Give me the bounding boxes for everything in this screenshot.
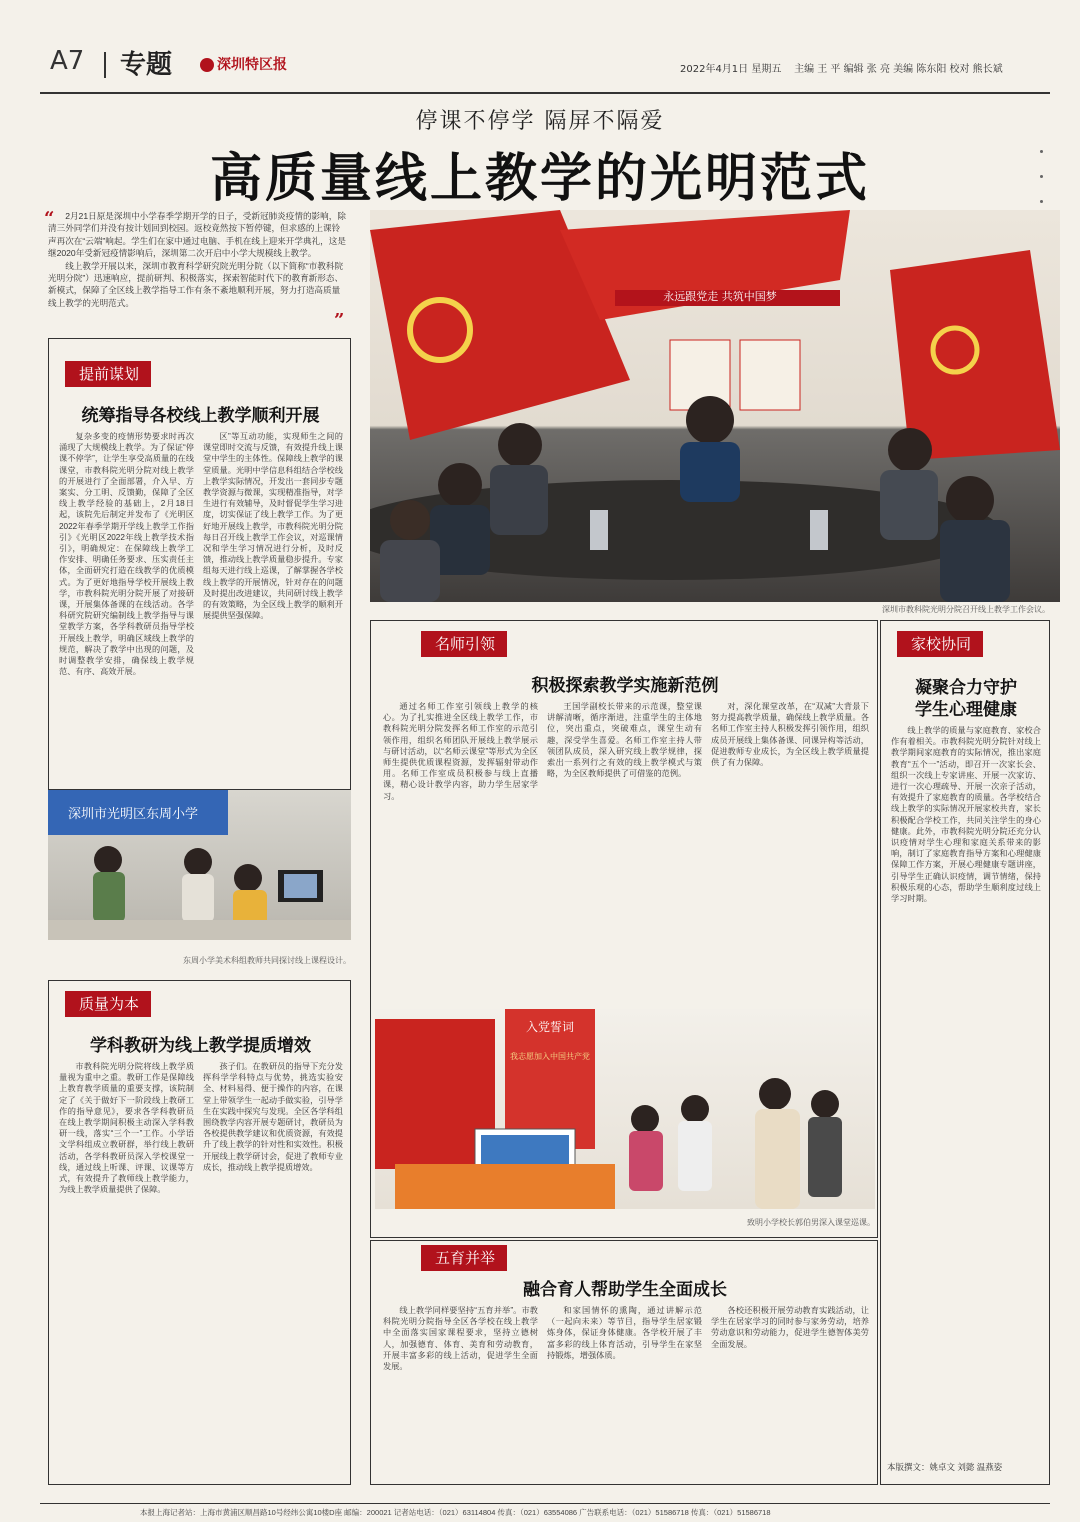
section-famous-title: 积极探索教学实施新范例 <box>531 676 719 696</box>
byline: 本版撰文：姚卓文 刘懿 温燕姿 <box>887 1462 1003 1472</box>
teachers-scene <box>48 790 351 940</box>
section-five-badge: 五育并举 <box>421 1245 507 1271</box>
section-quality-badge: 质量为本 <box>65 991 151 1017</box>
quote-open-icon: “ <box>44 208 55 229</box>
section-famous-col3: 对，深化课堂改革，在“双减”大背景下努力提高教学质量，确保线上教学质量。各名师工作室主持人积极发挥引领作用，组织成员开展线上集体备课、同课异构等活动，促进教师专业成长，为全区线上教学质量提供了有力保障。 <box>711 702 869 768</box>
meeting-scene <box>370 210 1060 602</box>
section-famous-photo-caption: 致明小学校长郭伯男深入课堂巡课。 <box>747 1218 875 1227</box>
section-home-title-line2: 学生心理健康 <box>915 700 1017 720</box>
kicker: 停课不停学 隔屏不隔爱 <box>415 109 665 134</box>
section-five-col1: 线上教学同样要坚持“五育并举”。市教科院光明分院指导全区各学校在线上教学中全面落实国家课程要求，坚持立德树人，加强德育、体育、美育和劳动教育，开展丰富多彩的线上活动，促进学生全面发展。 <box>383 1306 538 1372</box>
section-plan-badge: 提前谋划 <box>65 361 151 387</box>
main-photo-caption: 深圳市教科院光明分院召开线上教学工作会议。 <box>882 605 1050 614</box>
lead-p1: 2月21日原是深圳中小学春季学期开学的日子，受新冠肺炎疫情的影响，除清三外同学们并没有按计划回到校园。返校竟然按下暂停键，但求感的上课铃声再次在“云端”响起。学生们在家中通过电脑、手机在线上迎来开学典礼，这是继2020年受新冠疫情影响后，深圳第二次开启中小学大规模线上教学。 <box>48 211 346 259</box>
section-five-col2: 和家国情怀的熏陶，通过讲解示范（一起向未来）等节目，指导学生居家锻炼身体，保证身体健康。各学校开展了丰富多彩的线上体育活动，引导学生在家坚持锻炼，增强体质。 <box>547 1306 702 1360</box>
section-famous-teachers <box>370 620 878 1238</box>
section-famous-badge: 名师引领 <box>421 631 507 657</box>
section-home-title-line1: 凝聚合力守护 <box>915 678 1017 698</box>
section-plan-photo <box>48 790 351 940</box>
section-name: 专题 <box>120 50 173 80</box>
section-quality <box>48 980 351 1485</box>
section-five-title: 融合育人帮助学生全面成长 <box>523 1280 727 1300</box>
quote-close-icon: ” <box>334 310 345 331</box>
section-famous-photo <box>375 1009 875 1209</box>
masthead-divider <box>104 52 106 78</box>
main-photo <box>370 210 1060 602</box>
paper-logo: 深圳特区报 <box>200 54 287 74</box>
section-home-school <box>880 620 1050 1485</box>
masthead-meta <box>680 60 1003 75</box>
date-line: 2022年4月1日 星期五 <box>680 64 782 75</box>
section-famous-col2: 王国学副校长带来的示范课，整堂课讲解清晰，循序渐进，注重学生的主体地位，突出重点，突破难点，课堂生动有趣，深受学生喜爱。名师工作室主持人带领团队成员，深入研究线上教学规律，探索出一系列行之有效的线上教学模式与策略，为全区教师提供了可借鉴的范例。 <box>547 702 702 779</box>
section-five-education <box>370 1240 878 1485</box>
svg-text:永远跟党走 共筑中国梦: 永远跟党走 共筑中国梦 <box>663 290 777 303</box>
section-five-col3: 各校还积极开展劳动教育实践活动，让学生在居家学习的同时参与家务劳动，培养劳动意识和劳动能力，促进学生德智体美劳全面发展。 <box>711 1306 869 1349</box>
section-plan-title: 统筹指导各校线上教学顺利开展 <box>81 406 320 426</box>
svg-text:深圳市光明区东周小学: 深圳市光明区东周小学 <box>68 807 199 822</box>
section-famous-col1: 通过名师工作室引领线上教学的核心。为了扎实推进全区线上教学工作，市教科院光明分院发挥名师工作室的示范引领作用，组织名师团队开展线上教学展示与研讨活动，以“名师云课堂”等形式为全区师生提供优质课程资源，发挥辐射带动作用。名师工作室成员积极参与线上直播课，精心设计教学内容，助力学生居家学习。 <box>383 702 538 801</box>
section-quality-title: 学科教研为线上教学提质增效 <box>90 1036 311 1056</box>
section-home-body: 线上教学的质量与家庭教育、家校合作有着相关。市教科院光明分院针对线上教学期间家庭教育的实际情况，推出家庭教育“五个一”活动，即召开一次家长会、组织一次线上专家讲座、开展一次家访、进行一次心理疏导、开展一次亲子活动，有效提升了家庭教育的质量。各学校结合线上教学的实际情况开展家校共育，家长积极配合学校工作，共同关注学生的身心健康。此外，市教科院光明分院还充分认识疫情对学生心理和家庭关系带来的影响，制订了家庭教育指导方案和心理健康保障工作方案，开展心理健康专题讲座，引导学生正确认识疫情，调节情绪，保持积极乐观的心态，帮助学生顺利度过线上学习时期。 <box>891 726 1041 904</box>
section-plan-col1: 复杂多变的疫情形势要求时再次涌现了大规模线上教学。为了保证“停课不停学”，让学生享受高质量的在线课堂，市教科院光明分院对线上教学的开展进行了全面部署，介入早、方案实、分工明、反馈勤，保障了全区线上教学经验的基础上，2月18日起，该院先后制定并发布了《光明区2022年春季学期开学线上教学工作指引》《光明区2022年线上教学技术指引》，明确规定：在保障线上教学工作安排、明确任务要求、压实责任主体，全面研究打造在线教学的优质模式。为了更好地指导学校开展线上教学，市教科院光明分院开展了对接研课，开展集体备课的在线活动。各学科研究院研究编制线上教学指导与课堂教学方案，各学科教研员指导学校开展线上教学，明确区域线上教学的规范，解决了教学中出现的问题，及时调整教学安排，确保线上教学规范、有序、高效开展。 <box>59 432 194 677</box>
section-quality-col1: 市教科院光明分院将线上教学质量视为重中之重。教研工作是保障线上教育教学质量的重要支撑，该院制定了《关于做好下一阶段线上教研工作的指导意见》，要求各学科教研员在线上教学期间积极主动深入学科教研一线，落实“三个一”工作。小学语文学科组成立教研群，举行线上教研活动，各学科教研员深入学校课堂一线，通过线上听课、评课、议课等方式，有效提升了教师线上教学能力，为线上教学质量提供了保障。 <box>59 1062 194 1195</box>
headline: 高质量线上教学的光明范式 <box>209 149 870 209</box>
section-plan <box>48 338 351 790</box>
lead-p2: 线上教学开展以来，深圳市教育科学研究院光明分院（以下简称“市教科院光明分院”）迅速响应，提前研判、积极落实，探索智能时代下的教育新形态、新模式，保障了全区线上教学指导工作有条不紊地顺利开展，努力打造高质量线上教学的光明范式。 <box>48 260 344 308</box>
section-plan-photo-caption: 东周小学美术科组教师共同探讨线上课程设计。 <box>183 956 351 965</box>
page-number: A7 <box>50 46 85 76</box>
svg-text:入党誓词: 入党誓词 <box>525 1020 575 1034</box>
footer: 本报上海记者站：上海市黄浦区顺昌路10号经纬公寓10楼D座 邮编：200021 记者站电话：（021）63114804 传真：（021）63554086 广告联系电话：（021）51586718 传真：（021）51586718 <box>40 1503 1050 1518</box>
svg-text:我志愿加入中国共产党: 我志愿加入中国共产党 <box>510 1052 590 1061</box>
classroom-scene <box>375 1009 875 1209</box>
section-plan-col2: 区”等互动功能，实现师生之间的课堂即时交流与反馈，有效提升线上课堂中学生的主体性。保障线上教学的课堂质量。光明中学信息科组结合学校线上教学实际情况，开发出一套同步专题教学资源与微课，实现精准指导，对学生进行有效辅导，及时督促学生学习进度，切实保证了线上教学工作。为了更好地开展线上教学，市教科院光明分院每日召开线上教学工作会议，对巡课情况和学生学习情况进行分析，及时反馈，推动线上教学质量稳步提升。专家组每天进行线上巡课，了解掌握各学校线上教学的开展情况，针对存在的问题及时提出改进建议，共同研讨线上教学的有效策略，为全区线上教学的顺利开展提供坚强保障。 <box>203 432 343 621</box>
credits-line: 主编 王 平 编辑 张 亮 美编 陈东阳 校对 熊长斌 <box>794 64 1003 75</box>
section-quality-col2: 孩子们。在教研员的指导下充分发挥科学学科特点与优势，挑选实验安全、材料易得、便于操作的内容，在课堂上带领学生一起动手做实验，引导学生在实践中探究与发现。全区各学科组围绕教学内容开展专题研讨，教研员为各校提供教学建议和优质资源，有效提升了线上教学的针对性和实效性。积极开展线上教学研讨会，促进了教师专业成长，推动线上教学提质增效。 <box>203 1062 343 1172</box>
masthead <box>40 38 1050 94</box>
section-home-badge: 家校协同 <box>897 631 983 657</box>
lead-paragraphs <box>48 210 348 325</box>
logo-icon <box>200 58 214 72</box>
